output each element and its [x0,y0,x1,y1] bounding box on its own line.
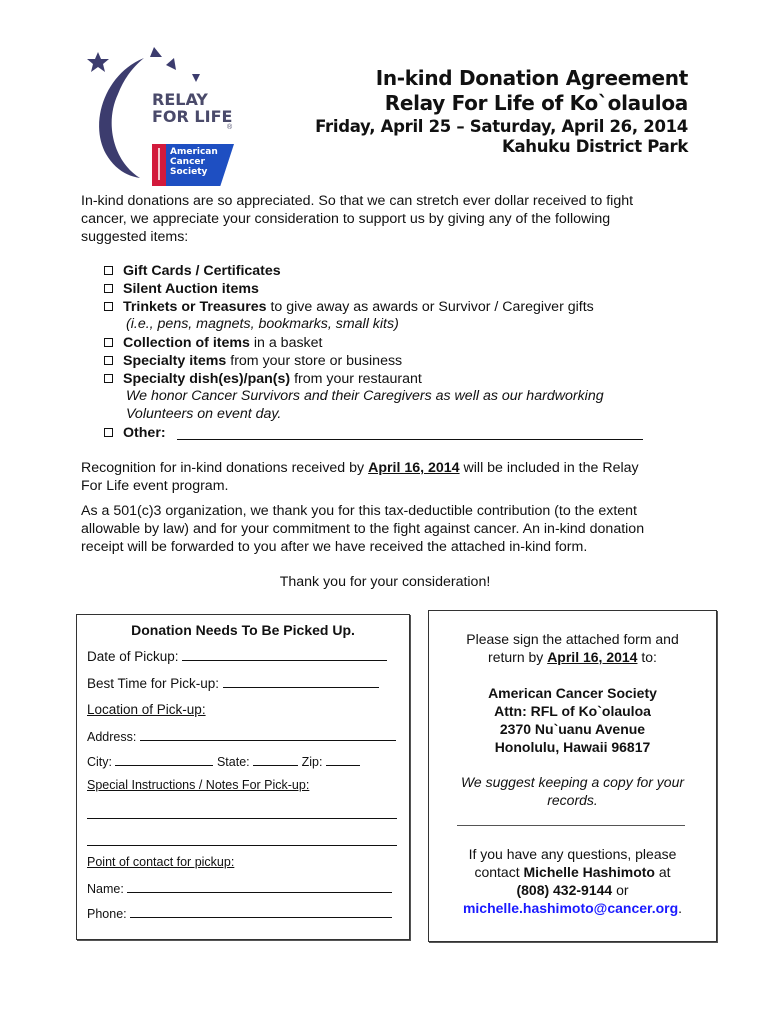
location-label: Location of Pick-up: [87,702,206,717]
logo-relay: RELAY [152,90,208,109]
label: Zip: [301,755,323,769]
item-desc: from your store or business [226,353,403,369]
list-item [104,298,594,316]
item-title: Gift Cards / Certificates [123,263,281,279]
city-state-zip-field[interactable] [87,753,360,769]
name-field[interactable] [87,880,392,896]
address-field[interactable] [87,728,396,744]
item-desc: to give away as awards or Survivor / Caregiver gifts [266,299,594,315]
address-line: Attn: RFL of Ko`olauloa [494,703,651,719]
text: to: [637,649,657,665]
notes-line[interactable] [87,818,397,819]
item-desc: in a basket [249,335,323,351]
label: Phone: [87,907,127,921]
divider [457,825,685,826]
intro-line: In-kind donations are so appreciated. So that we can stretch ever dollar received to fight [81,193,634,209]
text: Recognition for in-kind donations received by [81,460,369,476]
label: Address: [87,730,137,744]
logo-registered: ® [227,124,233,131]
logo-cancer: Cancer [170,157,205,167]
list-item [104,352,402,370]
list-item [104,370,422,388]
email-link[interactable]: michelle.hashimoto@cancer.org [462,900,679,916]
label: Best Time for Pick-up: [87,676,220,691]
item-title: Collection of items [123,335,250,351]
list-item [104,334,322,352]
return-date: April 16, 2014 [547,649,638,665]
contact-name: Michelle Hashimoto [523,864,655,880]
copy-note: We suggest keeping a copy for your [460,774,685,790]
pickup-box [76,614,410,940]
item-note: We honor Cancer Survivors and their Caregivers as well as our hardworking [126,388,604,404]
questions-text [429,864,716,880]
contact-phone: (808) 432-9144 [516,882,613,898]
questions-text: If you have any questions, please [468,846,677,862]
thank-you: Thank you for your consideration! [279,574,491,590]
tax-line: As a 501(c)3 organization, we thank you for this tax-deductible contribution (to the extent [81,503,637,519]
logo-society: Society [170,167,208,177]
label: City: [87,755,112,769]
text: or [612,882,629,898]
text: contact [474,864,524,880]
list-item-other [104,424,166,442]
tax-line: receipt will be forwarded to you after we have received the attached in-kind form. [81,539,588,555]
logo-american: American [170,147,218,157]
return-text [429,649,716,665]
address-line: American Cancer Society [488,685,657,701]
list-item [104,280,259,298]
list-item [104,262,281,280]
item-title: Specialty dish(es)/pan(s) [123,371,291,387]
event-dates: Friday, April 25 – Saturday, April 26, 2014 [315,117,688,136]
recognition-text [81,459,639,477]
phone-line [429,882,716,898]
checkbox-icon [104,338,113,347]
label: Date of Pickup: [87,649,179,664]
checkbox-icon [104,266,113,275]
email-line [429,900,716,916]
pickup-heading: Donation Needs To Be Picked Up. [131,622,355,638]
intro-line: cancer, we appreciate your consideration to support us by giving any of the following [81,211,611,227]
logo-for-life: FOR LIFE [152,107,233,126]
checkbox-icon [104,428,113,437]
checkbox-icon [104,302,113,311]
checkbox-icon [104,356,113,365]
page-title: In-kind Donation Agreement [375,66,688,90]
tax-line: allowable by law) and for your commitment to the fight against cancer. An in-kind donation [81,521,645,537]
date-field[interactable] [87,648,387,664]
item-title: Other: [123,425,166,441]
other-line[interactable] [177,439,643,440]
item-note: Volunteers on event day. [126,406,282,422]
deadline-date: April 16, 2014 [368,460,460,476]
return-box [428,610,717,942]
text: return by [488,649,548,665]
checkbox-icon [104,374,113,383]
text: . [678,900,683,916]
checkbox-icon [104,284,113,293]
time-field[interactable] [87,675,379,691]
item-title: Trinkets or Treasures [123,299,267,315]
text: at [654,864,671,880]
item-title: Silent Auction items [123,281,259,297]
label: State: [216,755,250,769]
item-title: Specialty items [123,353,227,369]
event-location: Kahuku District Park [501,137,688,156]
phone-field[interactable] [87,905,392,921]
item-desc: from your restaurant [290,371,422,387]
address-line: Honolulu, Hawaii 96817 [494,739,651,755]
return-text: Please sign the attached form and [466,631,679,647]
contact-label: Point of contact for pickup: [87,855,235,869]
event-name: Relay For Life of Ko`olauloa [384,91,688,115]
address-line: 2370 Nu`uanu Avenue [499,721,646,737]
copy-note: records. [547,792,598,808]
text: will be included in the Relay [459,460,639,476]
intro-line: suggested items: [81,229,189,245]
special-label: Special Instructions / Notes For Pick-up: [87,778,310,792]
label: Name: [87,882,124,896]
recognition-line: For Life event program. [81,478,229,494]
relay-for-life-logo [84,44,244,186]
notes-line[interactable] [87,845,397,846]
item-note: (i.e., pens, magnets, bookmarks, small kits) [126,316,399,332]
